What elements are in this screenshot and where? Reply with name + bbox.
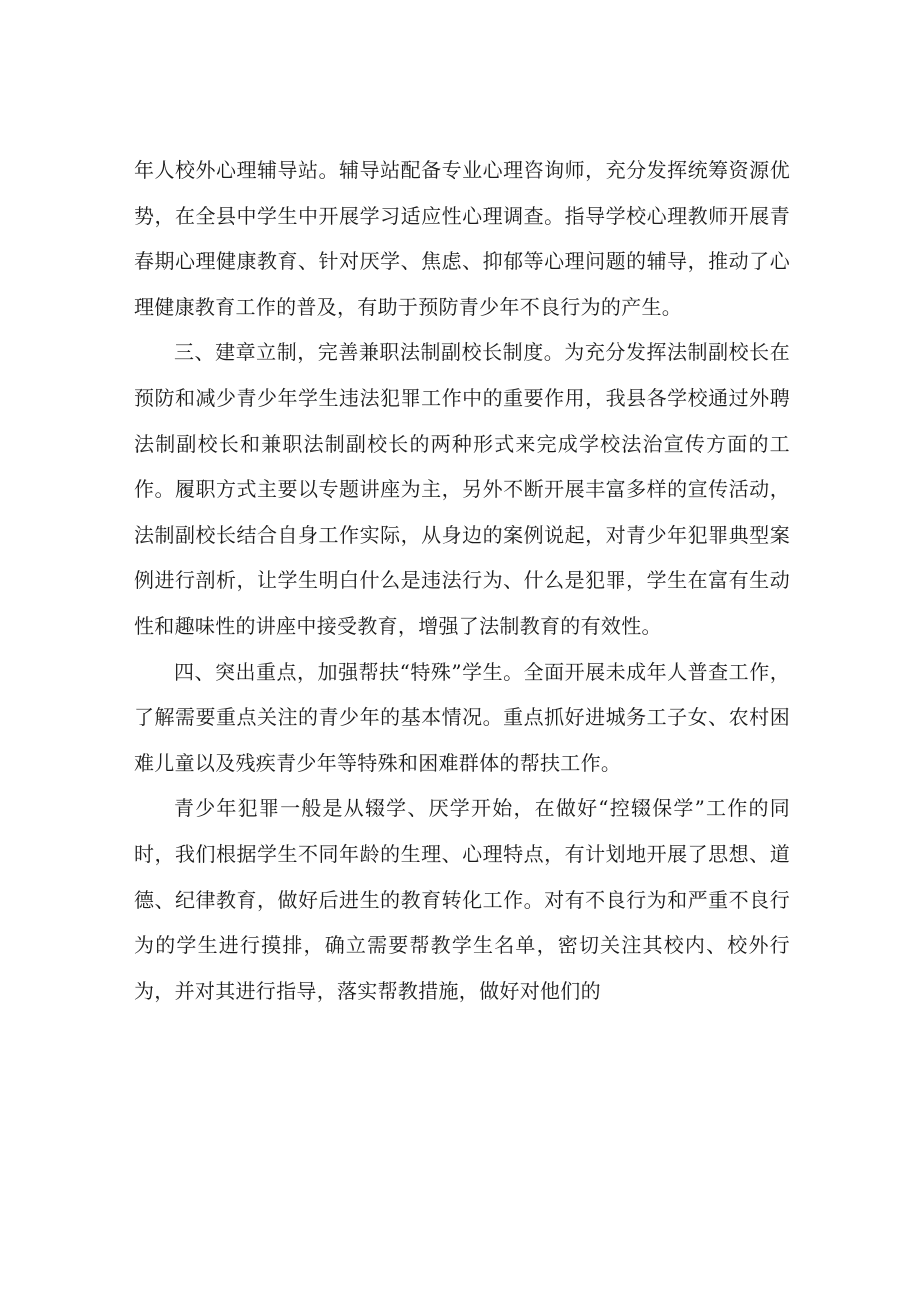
- paragraph-2: 三、建章立制，完善兼职法制副校长制度。为充分发挥法制副校长在预防和减少青少年学生违法犯罪工作中的重要作用，我县各学校通过外聘法制副校长和兼职法制副校长的两种形式来完成学校法治宣传方面的工作。履职方式主要以专题讲座为主，另外不断开展丰富多样的宣传活动，法制副校长结合自身工作实际，从身边的案例说起，对青少年犯罪典型案例进行剖析，让学生明白什么是违法行为、什么是犯罪，学生在富有生动性和趣味性的讲座中接受教育，增强了法制教育的有效性。: [134, 340, 790, 638]
- document-body: [134, 148, 790, 1014]
- paragraph-1: 年人校外心理辅导站。辅导站配备专业心理咨询师，充分发挥统筹资源优势，在全县中学生中开展学习适应性心理调查。指导学校心理教师开展青春期心理健康教育、针对厌学、焦虑、抑郁等心理问题的辅导，推动了心理健康教育工作的普及，有助于预防青少年不良行为的产生。: [134, 158, 790, 319]
- paragraph-4: 青少年犯罪一般是从辍学、厌学开始，在做好“控辍保学”工作的同时，我们根据学生不同年龄的生理、心理特点，有计划地开展了思想、道德、纪律教育，做好后进生的教育转化工作。对有不良行为和严重不良行为的学生进行摸排，确立需要帮教学生名单，密切关注其校内、校外行为，并对其进行指导，落实帮教措施，做好对他们的: [134, 796, 790, 1003]
- paragraph-3: 四、突出重点，加强帮扶“特殊”学生。全面开展未成年人普查工作，了解需要重点关注的青少年的基本情况。重点抓好进城务工子女、农村困难儿童以及残疾青少年等特殊和困难群体的帮扶工作。: [134, 659, 790, 775]
